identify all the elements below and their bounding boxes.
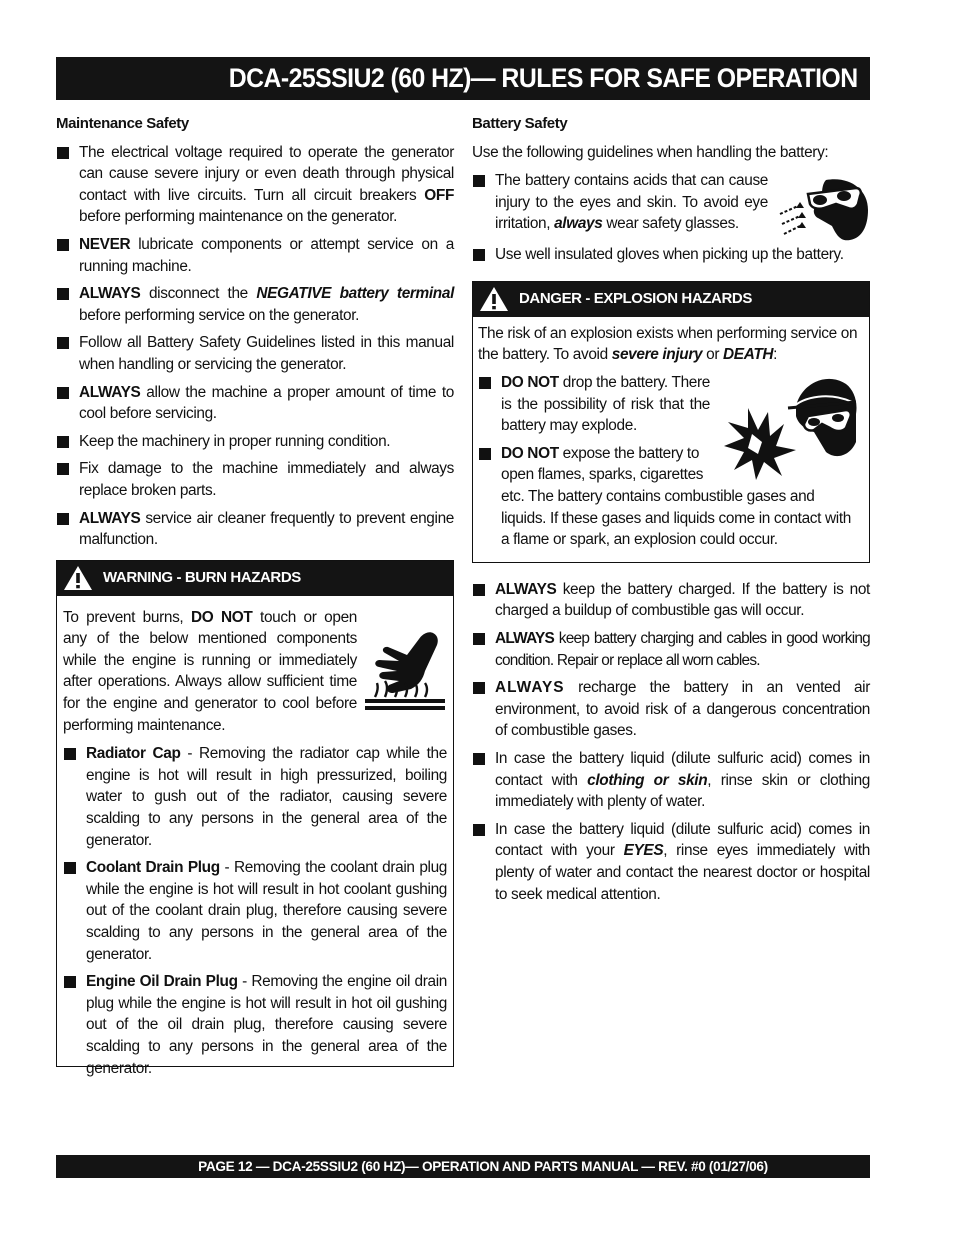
danger-intro-bold-italic: DEATH [723, 346, 774, 364]
explosion-hazards-title: DANGER - EXPLOSION HAZARDS [519, 290, 752, 308]
list-item [56, 283, 454, 326]
item-bold: DO NOT [501, 444, 559, 462]
item-bold: ALWAYS [495, 580, 557, 598]
battery-heading: Battery Safety [472, 115, 568, 132]
item-text: , rinse eyes immediately with plenty of water and contact the nearest doctor or hospital to seek medical attention. [495, 842, 871, 903]
danger-intro [478, 323, 863, 366]
list-item [63, 971, 447, 1079]
explosion-hazards-body [473, 317, 869, 563]
list-item [63, 743, 447, 851]
burn-intro-bold: DO NOT [190, 608, 253, 626]
item-text: drop the battery. There is the possibility of risk that the battery may explode. [501, 373, 710, 435]
page-footer [56, 1155, 870, 1178]
item-text: wear safety glasses. [602, 215, 739, 233]
list-item [56, 431, 454, 453]
list-item [56, 234, 454, 277]
item-bold-italic: clothing or skin [587, 771, 708, 789]
item-bold: Engine Oil Drain Plug [86, 973, 238, 991]
page-title-bar [56, 57, 870, 100]
item-bold-italic: NEGATIVE battery terminal [256, 285, 454, 303]
item-bold-italic: always [554, 215, 603, 233]
item-text: - Removing the radiator cap while the engine is hot will result in high pressurized, boiling water to gush out of the radiator, causing severe scalding to any persons in the general area of the generator. [86, 745, 447, 849]
list-item [478, 372, 863, 437]
explosion-hazards-header [473, 282, 869, 317]
burn-hazards-header [57, 561, 453, 596]
item-text: Follow all Battery Safety Guidelines listed in this manual when handling or servicing the generator. [79, 334, 454, 373]
item-bold-italic: EYES [623, 842, 664, 860]
safety-glasses-icon [778, 174, 870, 244]
item-text: service air cleaner frequently to prevent engine malfunction. [79, 509, 454, 549]
burn-hazards-body [57, 596, 453, 1093]
item-bold: Radiator Cap [86, 745, 181, 763]
item-text: Use well insulated gloves when picking up the battery. [495, 246, 844, 264]
item-bold: ALWAYS [495, 679, 565, 697]
burn-intro-text: To prevent burns, [63, 608, 191, 626]
burn-intro-text: touch or open any of the below mentioned components while the engine is running or immediately after operations. Always allow sufficient time for the engine and generator to cool before performing maintenance. [63, 608, 357, 734]
item-text: recharge the battery in an vented air environment, to avoid risk of a dangerous concentration of combustible gases. [495, 679, 870, 740]
item-bold: ALWAYS [79, 383, 141, 401]
list-item [472, 677, 870, 742]
list-item [478, 443, 863, 551]
burn-hazards-title: WARNING - BURN HAZARDS [103, 569, 301, 587]
item-bold: ALWAYS [79, 509, 141, 527]
list-item [472, 170, 870, 235]
danger-intro-text: or [702, 346, 724, 364]
list-item [472, 579, 870, 622]
list-item [56, 508, 454, 551]
item-bold: ALWAYS [79, 285, 141, 303]
list-item [63, 857, 447, 965]
item-text: keep battery charging and cables in good working condition. Repair or replace all worn cables. [495, 629, 870, 669]
maintenance-heading: Maintenance Safety [56, 115, 189, 132]
item-text: lubricate components or attempt service on a running machine. [79, 235, 454, 275]
item-bold: Coolant Drain Plug [86, 859, 220, 877]
burn-intro [63, 607, 447, 737]
list-item [472, 628, 870, 671]
danger-intro-bold-italic: severe injury [611, 346, 703, 364]
left-column [56, 113, 454, 1077]
list-item [472, 244, 870, 266]
warning-triangle-icon [477, 286, 511, 312]
item-text: allow the machine a proper amount of time to cool before servicing. [79, 383, 454, 423]
item-text: before performing service on the generator. [79, 306, 360, 324]
list-item [56, 382, 454, 425]
list-item [472, 819, 870, 905]
item-text: - Removing the coolant drain plug while the engine is hot will result in hot coolant gushing out of the coolant drain plug, therefore causing severe scalding to any persons in the general area of the generator. [86, 859, 448, 963]
hot-surface-hand-icon [363, 627, 447, 715]
battery-intro: Use the following guidelines when handling the battery: [472, 143, 829, 161]
explosion-hazards-box [472, 281, 870, 563]
item-text: In case the battery liquid (dilute sulfuric acid) comes in contact with your [495, 820, 870, 860]
list-item [56, 142, 454, 228]
danger-intro-text: The risk of an explosion exists when performing service on the battery. To avoid [478, 324, 858, 364]
item-bold: ALWAYS [495, 629, 555, 647]
danger-intro-text: : [773, 346, 778, 364]
list-item [472, 748, 870, 813]
item-text: expose the battery to open flames, sparks, cigarettes etc. The battery contains combustible gases and liquids. If these gases and liquids come in contact with a flame or spark, an explosion could occur. [501, 444, 851, 549]
item-bold: DO NOT [501, 373, 559, 391]
item-text: keep the battery charged. If the battery is not charged a buildup of combustible gas will occur. [495, 580, 870, 620]
burn-hazards-box [56, 560, 454, 1077]
right-column [472, 113, 870, 911]
list-item [56, 458, 454, 501]
item-text: The electrical voltage required to operate the generator can cause severe injury or even death through physical contact with live circuits. Turn all circuit breakers [79, 143, 454, 204]
item-bold: OFF [424, 186, 454, 204]
item-text: Keep the machinery in proper running condition. [79, 432, 391, 450]
footer-text: PAGE 12 — DCA-25SSIU2 (60 HZ)— OPERATION AND PARTS MANUAL — REV. #0 (01/27/06) [198, 1159, 768, 1174]
item-text: Fix damage to the machine immediately and always replace broken parts. [79, 460, 454, 499]
list-item [56, 332, 454, 375]
item-text: , rinse skin or clothing immediately with plenty of water. [495, 771, 870, 811]
item-text: disconnect the [140, 285, 257, 303]
warning-triangle-icon [61, 565, 95, 591]
item-text: In case the battery liquid (dilute sulfuric acid) comes in contact with [495, 749, 870, 789]
page-title: DCA-25SSIU2 (60 HZ)— RULES FOR SAFE OPERATION [229, 63, 858, 93]
item-bold: NEVER [79, 235, 131, 253]
item-text: before performing maintenance on the generator. [79, 208, 398, 226]
item-text: - Removing the engine oil drain plug while the engine is hot will result in hot oil gushing out of the oil drain plug, therefore causing severe scalding to any persons in the general area of the generator. [86, 973, 447, 1077]
item-text: The battery contains acids that can cause injury to the eyes and skin. To avoid eye irritation, [495, 172, 768, 233]
